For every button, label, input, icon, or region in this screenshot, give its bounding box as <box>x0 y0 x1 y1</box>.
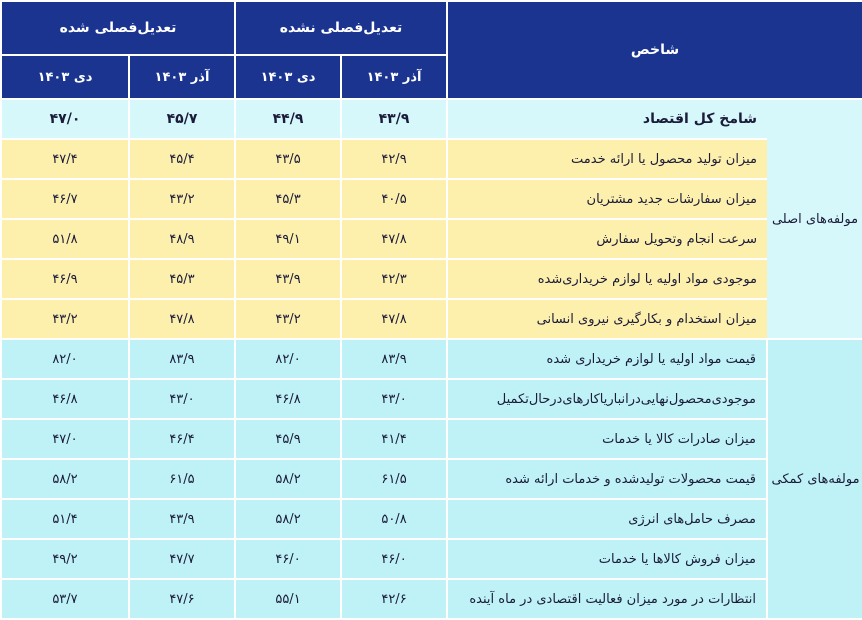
row-value: ۴۳/۲ <box>1 299 129 339</box>
table-row <box>1 419 862 459</box>
row-value: ۴۶/۰ <box>341 539 447 579</box>
row-value: ۸۳/۹ <box>341 339 447 379</box>
row-value: ۴۶/۰ <box>235 539 341 579</box>
row-value: ۴۳/۰ <box>341 379 447 419</box>
row-value: ۴۷/۸ <box>129 299 235 339</box>
row-value: ۴۳/۰ <box>129 379 235 419</box>
table-row <box>1 379 862 419</box>
row-value: ۴۹/۲ <box>1 539 129 579</box>
table-row <box>1 539 862 579</box>
adjusted-header: تعدیل‌فصلی شده <box>1 1 235 55</box>
col-dey-not-adjusted: دی ۱۴۰۳ <box>235 55 341 99</box>
row-label: انتظارات در مورد میزان فعالیت اقتصادی در ماه آینده <box>447 579 767 619</box>
group-main-label: مولفه‌های اصلی <box>767 99 862 339</box>
row-value: ۵۸/۲ <box>235 459 341 499</box>
row-value: ۴۶/۴ <box>129 419 235 459</box>
row-value: ۵۰/۸ <box>341 499 447 539</box>
table-row <box>1 499 862 539</box>
row-label: میزان استخدام و بکارگیری نیروی انسانی <box>447 299 767 339</box>
row-value: ۶۱/۵ <box>341 459 447 499</box>
table-row <box>1 579 862 619</box>
row-label: موجودی‌محصول‌نهایی‌درانباریاکارهای‌درحال‌تکمیل <box>447 379 767 419</box>
row-value: ۶۱/۵ <box>129 459 235 499</box>
total-row <box>1 99 862 139</box>
row-value: ۴۳/۲ <box>129 179 235 219</box>
row-value: ۸۳/۹ <box>129 339 235 379</box>
col-azar-not-adjusted: آذر ۱۴۰۳ <box>341 55 447 99</box>
row-value: ۴۶/۷ <box>1 179 129 219</box>
row-value: ۵۸/۲ <box>235 499 341 539</box>
row-value: ۸۲/۰ <box>235 339 341 379</box>
total-value: ۴۴/۹ <box>235 99 341 139</box>
row-value: ۴۲/۹ <box>341 139 447 179</box>
table-row <box>1 219 862 259</box>
table-row <box>1 259 862 299</box>
col-azar-adjusted: آذر ۱۴۰۳ <box>129 55 235 99</box>
group-aux-label: مولفه‌های کمکی <box>767 339 862 619</box>
row-label: میزان صادرات کالا یا خدمات <box>447 419 767 459</box>
row-value: ۴۲/۶ <box>341 579 447 619</box>
row-value: ۴۳/۲ <box>235 299 341 339</box>
total-value: ۴۷/۰ <box>1 99 129 139</box>
row-value: ۴۸/۹ <box>129 219 235 259</box>
row-label: سرعت انجام وتحویل سفارش <box>447 219 767 259</box>
not-adjusted-header: تعدیل‌فصلی نشده <box>235 1 447 55</box>
row-value: ۴۵/۹ <box>235 419 341 459</box>
col-dey-adjusted: دی ۱۴۰۳ <box>1 55 129 99</box>
row-value: ۴۷/۷ <box>129 539 235 579</box>
row-value: ۴۷/۴ <box>1 139 129 179</box>
row-value: ۴۷/۶ <box>129 579 235 619</box>
row-value: ۴۶/۸ <box>235 379 341 419</box>
row-value: ۸۲/۰ <box>1 339 129 379</box>
row-value: ۴۷/۸ <box>341 299 447 339</box>
row-value: ۴۵/۳ <box>235 179 341 219</box>
row-value: ۴۵/۳ <box>129 259 235 299</box>
table-row <box>1 179 862 219</box>
row-value: ۴۶/۸ <box>1 379 129 419</box>
row-value: ۴۳/۵ <box>235 139 341 179</box>
row-value: ۵۵/۱ <box>235 579 341 619</box>
table-row <box>1 339 862 379</box>
total-value: ۴۳/۹ <box>341 99 447 139</box>
row-label: موجودی مواد اولیه یا لوازم خریداری‌شده <box>447 259 767 299</box>
row-label: میزان تولید محصول یا ارائه خدمت <box>447 139 767 179</box>
indicator-header: شاخص <box>447 1 862 99</box>
row-value: ۴۹/۱ <box>235 219 341 259</box>
row-value: ۵۱/۸ <box>1 219 129 259</box>
row-value: ۴۵/۴ <box>129 139 235 179</box>
row-value: ۵۸/۲ <box>1 459 129 499</box>
row-value: ۴۲/۳ <box>341 259 447 299</box>
table-row <box>1 139 862 179</box>
row-label: مصرف حامل‌های انرژی <box>447 499 767 539</box>
table-row <box>1 459 862 499</box>
row-label: میزان سفارشات جدید مشتریان <box>447 179 767 219</box>
row-value: ۵۱/۴ <box>1 499 129 539</box>
row-value: ۴۷/۰ <box>1 419 129 459</box>
row-value: ۴۳/۹ <box>235 259 341 299</box>
table-row <box>1 299 862 339</box>
row-label: قیمت مواد اولیه یا لوازم خریداری شده <box>447 339 767 379</box>
row-value: ۴۰/۵ <box>341 179 447 219</box>
row-value: ۴۳/۹ <box>129 499 235 539</box>
row-value: ۴۷/۸ <box>341 219 447 259</box>
row-value: ۴۱/۴ <box>341 419 447 459</box>
row-label: قیمت محصولات تولیدشده و خدمات ارائه شده <box>447 459 767 499</box>
row-value: ۵۳/۷ <box>1 579 129 619</box>
row-label: میزان فروش کالاها یا خدمات <box>447 539 767 579</box>
total-value: ۴۵/۷ <box>129 99 235 139</box>
total-label: شامخ کل اقتصاد <box>447 99 767 139</box>
row-value: ۴۶/۹ <box>1 259 129 299</box>
